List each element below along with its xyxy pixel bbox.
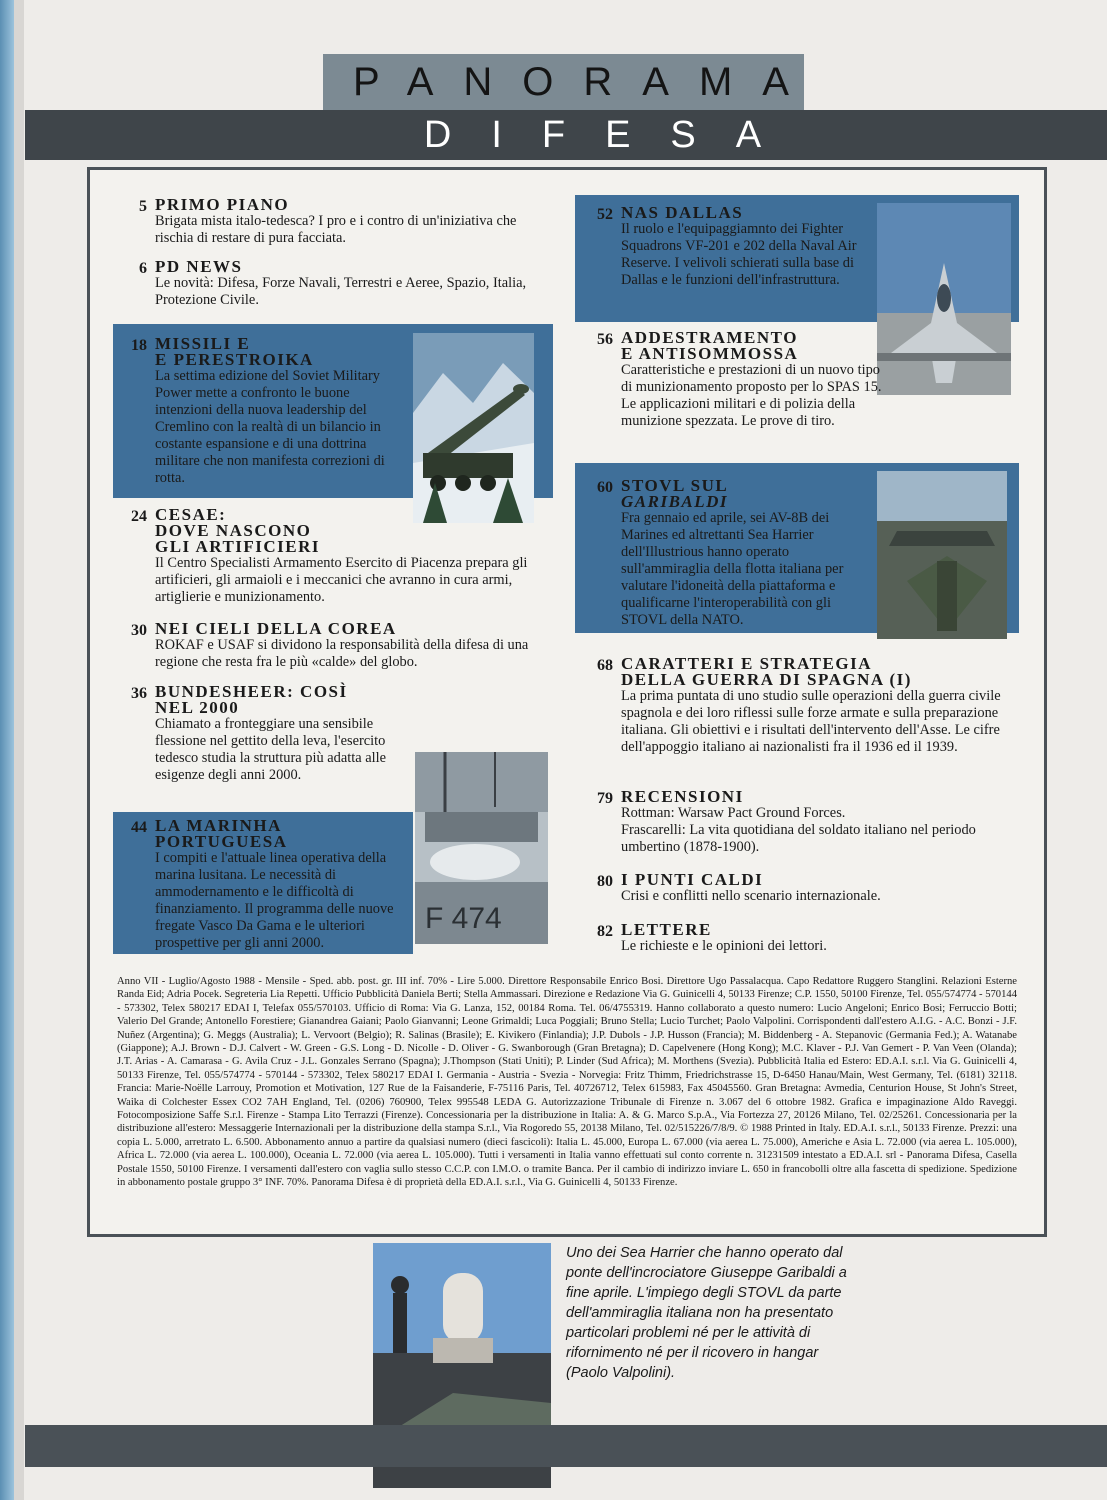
photo-caption: Uno dei Sea Harrier che hanno operato dal ponte dell'incrociatore Giuseppe Garibaldi a fine aprile. L'impiego degli STOVL da parte dell'ammiraglia italiana non ha presentato particolari problemi né per le attività di rifornimento né per il ricovero in hangar (Paolo Valpolini). — [566, 1245, 847, 1381]
entry-description: Il Centro Specialisti Armamento Esercito di Piacenza prepara gli artificieri, gli armaioli e i meccanici che avranno in cura armi, artiglierie e munizionamento. — [155, 555, 528, 605]
missile-launcher-photo — [413, 333, 534, 523]
page-number: 82 — [597, 923, 613, 940]
entry-title-line1: CESAE: — [155, 505, 227, 524]
page-number: 79 — [597, 790, 613, 807]
toc-entry-30[interactable] — [117, 621, 557, 671]
entry-description: I compiti e l'attuale linea operativa della marina lusitana. Le necessità di ammodernamento e le difficoltà di finanziamento. Il programma delle nuove fregate Vasco Da Gama e le ulteriori prospettive per gli anni 2000. — [155, 850, 394, 951]
entry-title-line1: MISSILI E — [155, 334, 251, 353]
toc-entry-36[interactable] — [117, 684, 397, 784]
page-number: 44 — [131, 819, 147, 836]
toc-entry-6[interactable] — [117, 259, 547, 309]
page-number: 18 — [131, 337, 147, 354]
page-number: 56 — [597, 331, 613, 348]
entry-description: ROKAF e USAF si dividono la responsabilità della difesa di una regione che resta fra le più «calde» del globo. — [155, 637, 529, 670]
entry-description: Il ruolo e l'equipaggiamnto dei Fighter Squadrons VF-201 e 202 della Naval Air Reserve. I velivoli schierati sulla base di Dallas e le funzioni dell'infrastruttura. — [621, 221, 857, 288]
entry-description: Fra gennaio ed aprile, sei AV-8B dei Marines ed altrettanti Sea Harrier dell'Illustrious hanno operato sull'ammiraglia della flotta italiana per valutare l'idoneità della piattaforma e qualificarne l'interoperabilità con gli STOVL della NATO. — [621, 510, 844, 628]
harrier-deck-photo — [877, 471, 1007, 639]
toc-entry-24[interactable] — [117, 507, 557, 606]
entry-title-line2: PORTUGUESA — [155, 832, 288, 851]
page-number: 5 — [139, 198, 147, 215]
entry-description: Crisi e conflitti nello scenario internazionale. — [621, 888, 881, 904]
page-number: 60 — [597, 479, 613, 496]
page-number: 52 — [597, 206, 613, 223]
entry-title-line1: STOVL SUL — [621, 476, 729, 495]
entry-title-line1: CARATTERI E STRATEGIA — [621, 654, 872, 673]
page-number: 6 — [139, 260, 147, 277]
entry-title: RECENSIONI — [621, 787, 744, 806]
entry-title: PRIMO PIANO — [155, 195, 290, 214]
entry-title-line3: GLI ARTIFICIERI — [155, 537, 321, 556]
page-number: 68 — [597, 657, 613, 674]
toc-entry-56[interactable] — [583, 330, 883, 430]
toc-entry-82[interactable] — [583, 922, 1023, 955]
page-number: 36 — [131, 685, 147, 702]
toc-entry-5[interactable] — [117, 197, 547, 247]
entry-description: La prima puntata di uno studio sulle operazioni della guerra civile spagnola e dei loro riflessi sulle forze armate e sulla preparazione italiana. Gli obiettivi e i risultati dell'intervento dell'Asse. Le cifre dell'appoggio italiano ai nazionalisti fra il 1936 ed il 1939. — [621, 688, 1001, 755]
toc-entry-68[interactable] — [583, 656, 1023, 756]
entry-description: Brigata mista italo-tedesca? I pro e i contro di un'iniziativa che rischia di restare di pura facciata. — [155, 213, 517, 246]
fighter-jet-photo — [877, 203, 1011, 395]
toc-entry-18[interactable] — [117, 336, 407, 487]
entry-title-line2: DOVE NASCONO — [155, 521, 312, 540]
entry-title-line2: NEL 2000 — [155, 698, 240, 717]
cover-spine — [0, 0, 14, 1500]
entry-title: I PUNTI CALDI — [621, 870, 764, 889]
entry-title: NEI CIELI DELLA COREA — [155, 619, 397, 638]
entry-title-line2: DELLA GUERRA DI SPAGNA (I) — [621, 670, 912, 689]
toc-entry-60[interactable] — [583, 478, 875, 629]
publication-credits: Anno VII - Luglio/Agosto 1988 - Mensile - Sped. abb. post. gr. III inf. 70% - Lire 5.000. Direttore Responsabile Enrico Bosi. Direttore Ugo Passalacqua. Capo Redattore Ruggero Stanglini. Relazioni Esterne Randa Eid; Adria Pocek. Segreteria Lia Repetti. Ufficio Pubblicità Daniela Berti; Stella Ammassari. Direzione e Redazione Via G. Guinicelli 4, 50133 Firenze; C.P. 1550, 50100 Firenze, Tel. 055/574774 - 570144 - 573302, Telex 580217 EDAI I, Telefax 055/570103. Ufficio di Roma: Via G. Lanza, 152, 00184 Roma. Tel. 06/4755319. Hanno collaborato a questo numero: Lucio Angeloni; Enrico Bosi; Ferruccio Botti; Valerio Del Grande; Antonello Forestiere; Gianandrea Gaiani; Paolo Gianvanni; Leone Grimaldi; Luca Poggiali; Bruno Stella; Lucio Turchet; Paolo Valpolini. Corrispondenti dall'estero A.I.G. - A.C. Bonzi - J.F. Nuñez (Argentina); G. Meggs (Australia); L. Vervoort (Belgio); R. Salinas (Brasile); E. Kivikero (Finlandia); J.P. Dubols - J.P. Husson (Francia); M. Biddenberg - A. Stepanovic (Germania Fed.); A. Watanabe (Giappone); A.J. Brown - D.J. Calvert - W. Green - G.S. Long - D. Nicolle - D. Oliver - G. Swanborough (Gran Bretagna); D. Capelvenere (Hong Kong); M.C. Klaver - P.J. Van Gemert - P. Van Veen (Olanda); J.T. Arias - A. Camarasa - G. Avila Cruz - J.L. Gonzales Serrano (Spagna); J.Thompson (Stati Uniti); P. Linder (Sud Africa); M. Morthens (Svezia). Pubblicità Italia ed Estero: ED.A.I. s.r.l. Via G. Guinicelli 4, 50133 Firenze, Tel. 055/574774 - 570144 - 573302, Telex 580217 EDAI I. Germania - Austria - Svezia - Norvegia: Fritz Thimm, Friedrichstrasse 15, D-6450 Hanau/Main, West Germany, Tel. (6181) 32118. Francia: Marie-Noëlle Larrouy, Promotion et Motivation, 127 Rue de la Faisanderie, F-75116 Paris, Tel. 40726712, Telex 615983, Fax 45045560. Gran Bretagna: Avmedia, Centurion House, St John's Street, Waika di Colchester Essex CO2 7AH England, Tel. (0206) 760900, Telex 995548 LEDA G. Autorizzazione Tribunale di Firenze n. 3.067 del 6 ottobre 1982. Grafica e impaginazione Aldo Raveggi. Fotocomposizione Saffe S.r.l. Firenze - Stampa Lito Terrazzi (Firenze). Concessionaria per la distribuzione in Italia: A. & G. Marco S.p.A., Via Fortezza 27, 20126 Milano, Tel. 02/25261. Concessionaria per la distribuzione all'estero: Messaggerie Internazionali per la distribuzione della stampa S.r.l., Via Rogoredo 55, 20138 Milano, Tel. 02/515226/7/8/9. © 1988 Printed in Italy. ED.A.I. s.r.l., 50133 Firenze. Prezzi: una copia L. 5.000, arretrato L. 6.500. Abbonamento annuo a partire da qualsiasi numero (dieci fascicoli): Italia L. 45.000, Europa L. 67.000 (via aerea L. 75.000), Americhe e Asia L. 72.000 (via aerea L. 105.000), Africa L. 72.000 (via aerea L. 100.000), Oceania L. 72.000 (via aerea L. 105.000). Tutti i versamenti in Italia vanno effettuati sul conto corrente n. 31231509 intestato a ED.A.I. srl - Panorama Difesa, Casella Postale 1550, 50100 Firenze. I versamenti dall'estero con vaglia sullo stesso C.C.P. con I.M.O. o tramite Banca. Per il cambio di indirizzo inviare L. 650 in francobolli oltre alla fascetta di spedizione. Spedizione in abbonamento postale gruppo 3° INF. 70%. Panorama Difesa è di proprietà della ED.A.I. s.r.l., Via G. Guinicelli 4, 50133 Firenze. — [117, 976, 1017, 1189]
entry-title-line2: E PERESTROIKA — [155, 350, 314, 369]
page-number: 30 — [131, 622, 147, 639]
toc-entry-79[interactable] — [583, 789, 1023, 856]
masthead-top-text: PANORAMA — [353, 60, 819, 104]
entry-title-line1: LA MARINHA — [155, 816, 282, 835]
masthead-top — [323, 54, 819, 110]
masthead-bar — [25, 110, 1107, 160]
toc-entry-52[interactable] — [583, 205, 883, 289]
bottom-bar — [25, 1425, 1107, 1467]
entry-title-line2: E ANTISOMMOSSA — [621, 344, 799, 363]
masthead-bottom-text: DIFESA — [423, 114, 802, 156]
entry-title: NAS DALLAS — [621, 203, 744, 222]
entry-title: PD NEWS — [155, 257, 243, 276]
entry-description: Rottman: Warsaw Pact Ground Forces. — [621, 805, 846, 821]
entry-description: Le novità: Difesa, Forze Navali, Terrestri e Aeree, Spazio, Italia, Protezione Civile. — [155, 275, 527, 308]
entry-title: LETTERE — [621, 920, 712, 939]
toc-entry-80[interactable] — [583, 872, 1023, 905]
entry-title-line1: BUNDESHEER: COSÌ — [155, 682, 348, 701]
frigate-photo — [415, 752, 548, 944]
cover-spine-edge — [14, 0, 24, 1500]
entry-description: Chiamato a fronteggiare una sensibile flessione nel gettito della leva, l'esercito tedesco studia la struttura più adatta alle esigenze degli anni 2000. — [155, 716, 386, 783]
entry-description: La settima edizione del Soviet Military Power mette a confronto le buone intenzioni della nuova leadership del Cremlino con la realtà di un bilancio in costante espansione e di una dottrina militare che non manifesta correzioni di rotta. — [155, 368, 385, 486]
entry-description: Le richieste e le opinioni dei lettori. — [621, 938, 827, 954]
entry-description: Caratteristiche e prestazioni di un nuovo tipo di munizionamento proposto per lo SPAS 15. Le applicazioni militari e di polizia della munizione spezzata. Le prove di tiro. — [621, 362, 882, 429]
entry-description-2: Frascarelli: La vita quotidiana del soldato italiano nel periodo umbertino (1878-1900). — [621, 822, 976, 855]
page-number: 24 — [131, 508, 147, 525]
entry-title-line1: ADDESTRAMENTO — [621, 328, 798, 347]
entry-title-line2: GARIBALDI — [621, 492, 729, 511]
toc-entry-44[interactable] — [117, 818, 397, 952]
hull-number-label: F 474 — [425, 902, 502, 935]
page-number: 80 — [597, 873, 613, 890]
